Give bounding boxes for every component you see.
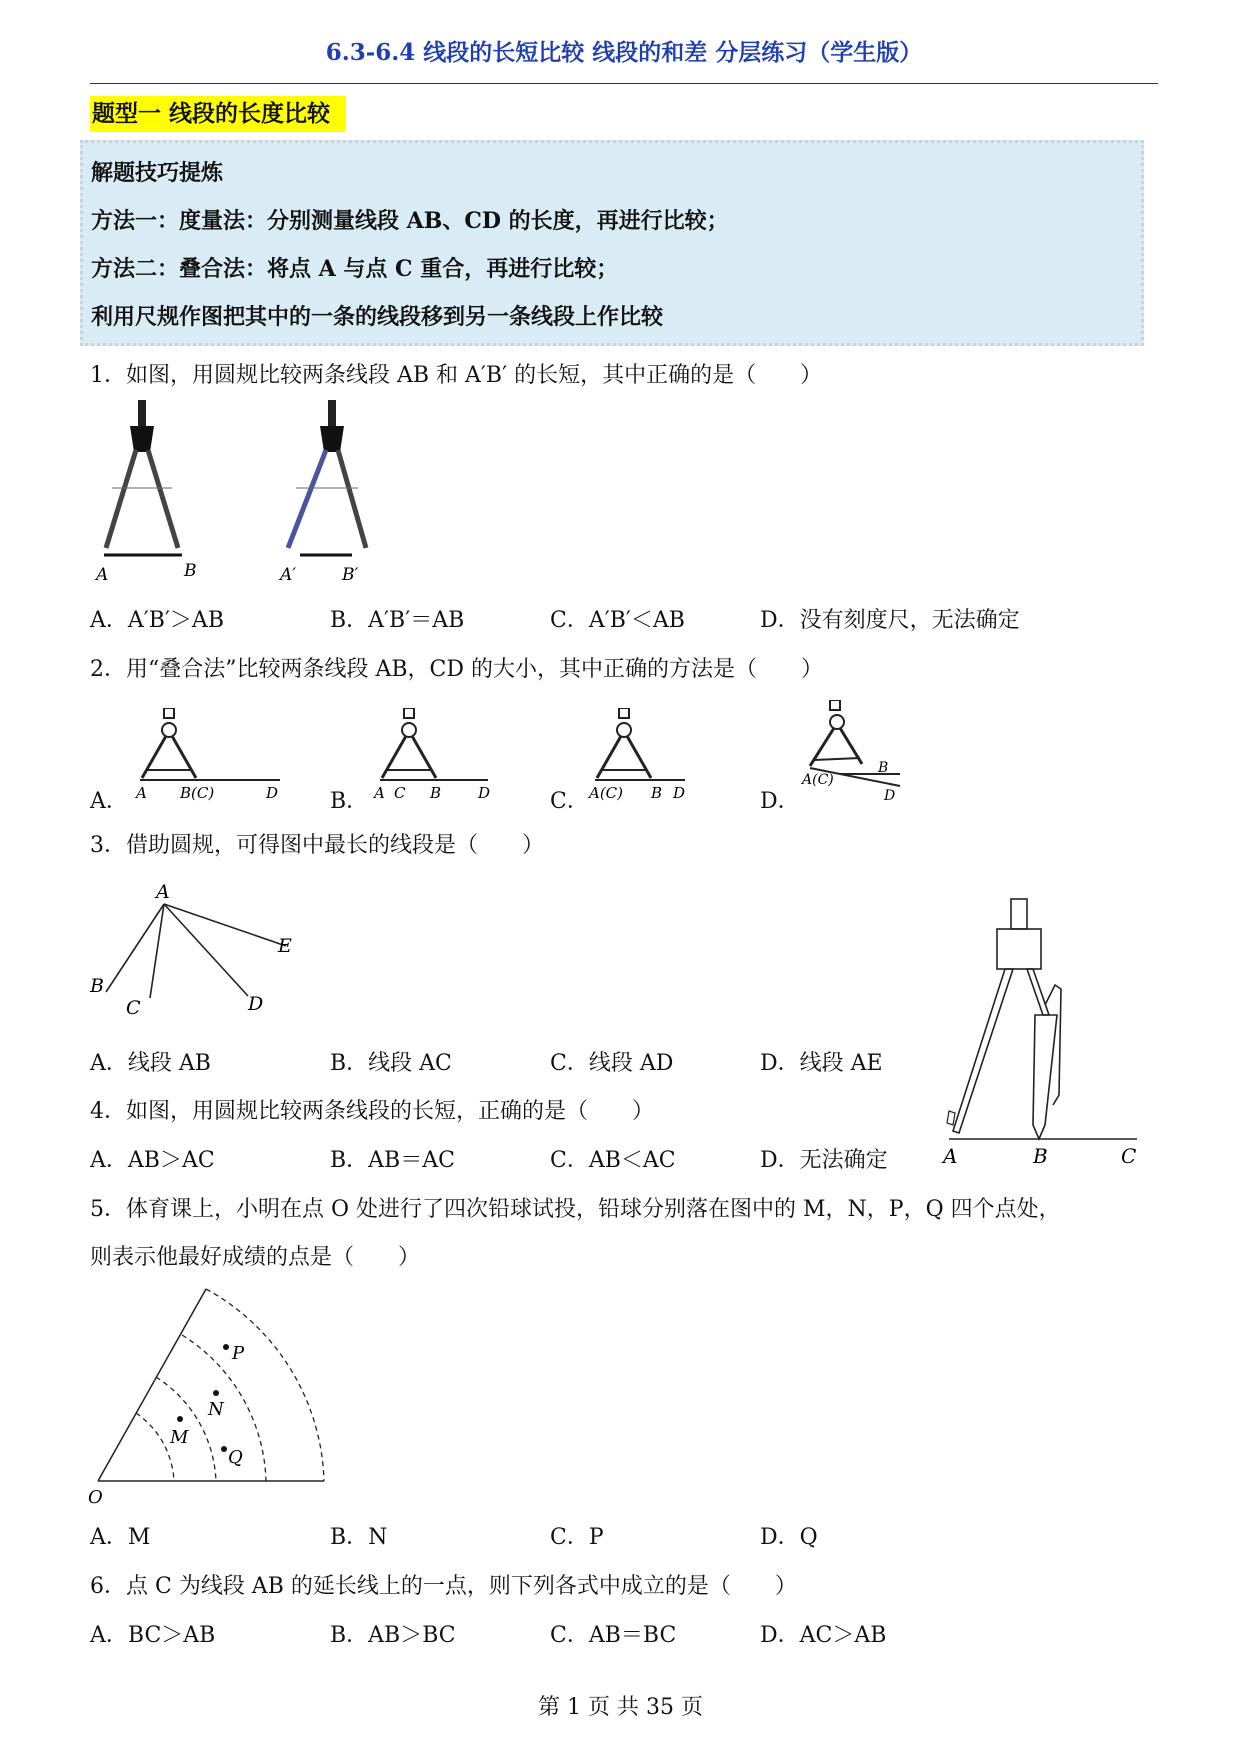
label-a: A bbox=[374, 784, 385, 802]
q2-option-c[interactable]: C． bbox=[550, 789, 589, 814]
q5-option-a[interactable]: A．M bbox=[90, 1525, 151, 1550]
q6-option-b[interactable]: B．AB＞BC bbox=[330, 1623, 456, 1648]
label-d: D bbox=[884, 788, 896, 804]
question-5-stem-line-1: 5．体育课上，小明在点 O 处进行了四次铅球试投，铅球分别落在图中的 M，N，P，Q 四个点处， bbox=[90, 1197, 1061, 1222]
q2-figure-b bbox=[370, 708, 500, 802]
compass-icon bbox=[142, 708, 196, 778]
compass-icon bbox=[382, 708, 436, 778]
q6-option-c[interactable]: C．AB＝BC bbox=[550, 1623, 677, 1648]
label-b: B bbox=[878, 760, 889, 776]
q2-figure-c bbox=[585, 708, 695, 802]
label-a-prime: A′ bbox=[280, 565, 297, 585]
point-n bbox=[213, 1390, 219, 1396]
q4-option-a[interactable]: A．AB＞AC bbox=[90, 1148, 215, 1173]
compass-icon bbox=[810, 700, 862, 766]
question-5-stem-line-2: 则表示他最好成绩的点是（ ） bbox=[90, 1245, 421, 1270]
label-b-c: B(C) bbox=[180, 784, 215, 802]
q2-option-b[interactable]: B． bbox=[330, 789, 369, 814]
label-b: B bbox=[1033, 1144, 1048, 1168]
q1-option-d[interactable]: D．没有刻度尺，无法确定 bbox=[760, 608, 1020, 633]
label-b: B bbox=[651, 784, 663, 802]
question-1-figure bbox=[90, 400, 390, 590]
label-a: A bbox=[943, 1144, 958, 1168]
q3-option-c[interactable]: C．线段 AD bbox=[550, 1051, 674, 1076]
label-b-prime: B′ bbox=[342, 565, 359, 585]
q6-option-d[interactable]: D．AC＞AB bbox=[760, 1623, 887, 1648]
point-p bbox=[223, 1344, 229, 1350]
q4-option-b[interactable]: B．AB＝AC bbox=[330, 1148, 455, 1173]
q5-option-d[interactable]: D．Q bbox=[760, 1525, 818, 1550]
question-6-stem: 6．点 C 为线段 AB 的延长线上的一点，则下列各式中成立的是（ ） bbox=[90, 1574, 797, 1599]
compass-icon bbox=[947, 899, 1061, 1139]
label-c: C bbox=[394, 784, 406, 802]
q4-option-c[interactable]: C．AB＜AC bbox=[550, 1148, 676, 1173]
header-divider bbox=[90, 83, 1158, 84]
label-a: A bbox=[136, 784, 147, 802]
q1-option-a[interactable]: A．A′B′＞AB bbox=[90, 608, 224, 633]
compass-icon bbox=[106, 400, 178, 548]
label-b: B bbox=[430, 784, 442, 802]
label-b: B bbox=[184, 561, 197, 581]
label-p: P bbox=[232, 1343, 245, 1364]
q2-figure-a bbox=[130, 708, 290, 802]
label-a: A bbox=[156, 881, 170, 903]
question-1-stem: 1．如图，用圆规比较两条线段 AB 和 A′B′ 的长短，其中正确的是（ ） bbox=[90, 363, 823, 388]
label-a-c: A(C) bbox=[802, 772, 834, 788]
q3-option-a[interactable]: A．线段 AB bbox=[90, 1051, 211, 1076]
label-q: Q bbox=[228, 1447, 243, 1468]
q6-option-a[interactable]: A．BC＞AB bbox=[90, 1623, 216, 1648]
q3-option-d[interactable]: D．线段 AE bbox=[760, 1051, 883, 1076]
compass-icon bbox=[597, 708, 651, 778]
q2-option-a[interactable]: A． bbox=[90, 789, 128, 814]
label-o: O bbox=[88, 1487, 103, 1505]
q3-option-b[interactable]: B．线段 AC bbox=[330, 1051, 452, 1076]
tips-method-2: 方法二：叠合法：将点 A 与点 C 重合，再进行比较； bbox=[91, 256, 619, 282]
tips-heading: 解题技巧提炼 bbox=[91, 160, 224, 186]
tips-method-3: 利用尺规作图把其中的一条的线段移到另一条线段上作比较 bbox=[91, 304, 664, 330]
label-d: D bbox=[248, 993, 264, 1015]
label-d: D bbox=[673, 784, 686, 802]
label-d: D bbox=[478, 784, 491, 802]
page-footer: 第 1 页 共 35 页 bbox=[538, 1695, 703, 1720]
question-4-figure bbox=[935, 895, 1155, 1175]
q1-option-b[interactable]: B．A′B′＝AB bbox=[330, 608, 465, 633]
point-q bbox=[221, 1446, 227, 1452]
question-5-figure bbox=[86, 1285, 336, 1505]
compass-icon bbox=[288, 400, 366, 548]
question-2-stem: 2．用“叠合法”比较两条线段 AB，CD 的大小，其中正确的方法是（ ） bbox=[90, 657, 824, 682]
label-m: M bbox=[170, 1427, 189, 1448]
label-n: N bbox=[208, 1399, 224, 1420]
q2-figure-d bbox=[800, 700, 915, 805]
page-title: 6.3-6.4 线段的长短比较 线段的和差 分层练习（学生版） bbox=[325, 39, 923, 66]
question-4-stem: 4．如图，用圆规比较两条线段的长短，正确的是（ ） bbox=[90, 1099, 654, 1124]
tips-box bbox=[80, 140, 1144, 346]
q5-option-b[interactable]: B．N bbox=[330, 1525, 388, 1550]
q5-option-c[interactable]: C．P bbox=[550, 1525, 604, 1550]
label-c: C bbox=[126, 997, 141, 1019]
q1-option-c[interactable]: C．A′B′＜AB bbox=[550, 608, 685, 633]
label-a-c: A(C) bbox=[589, 784, 624, 802]
label-a: A bbox=[96, 565, 109, 585]
tips-method-1: 方法一：度量法：分别测量线段 AB、CD 的长度，再进行比较； bbox=[91, 208, 729, 234]
question-3-figure bbox=[88, 880, 308, 1020]
q4-option-d[interactable]: D．无法确定 bbox=[760, 1148, 888, 1173]
q2-option-d[interactable]: D． bbox=[760, 789, 800, 814]
section-title: 题型一 线段的长度比较 bbox=[90, 96, 346, 132]
label-b: B bbox=[90, 975, 104, 997]
point-m bbox=[177, 1416, 183, 1422]
label-e: E bbox=[278, 935, 292, 957]
label-d: D bbox=[266, 784, 279, 802]
label-c: C bbox=[1121, 1144, 1137, 1168]
question-3-stem: 3．借助圆规，可得图中最长的线段是（ ） bbox=[90, 833, 544, 858]
